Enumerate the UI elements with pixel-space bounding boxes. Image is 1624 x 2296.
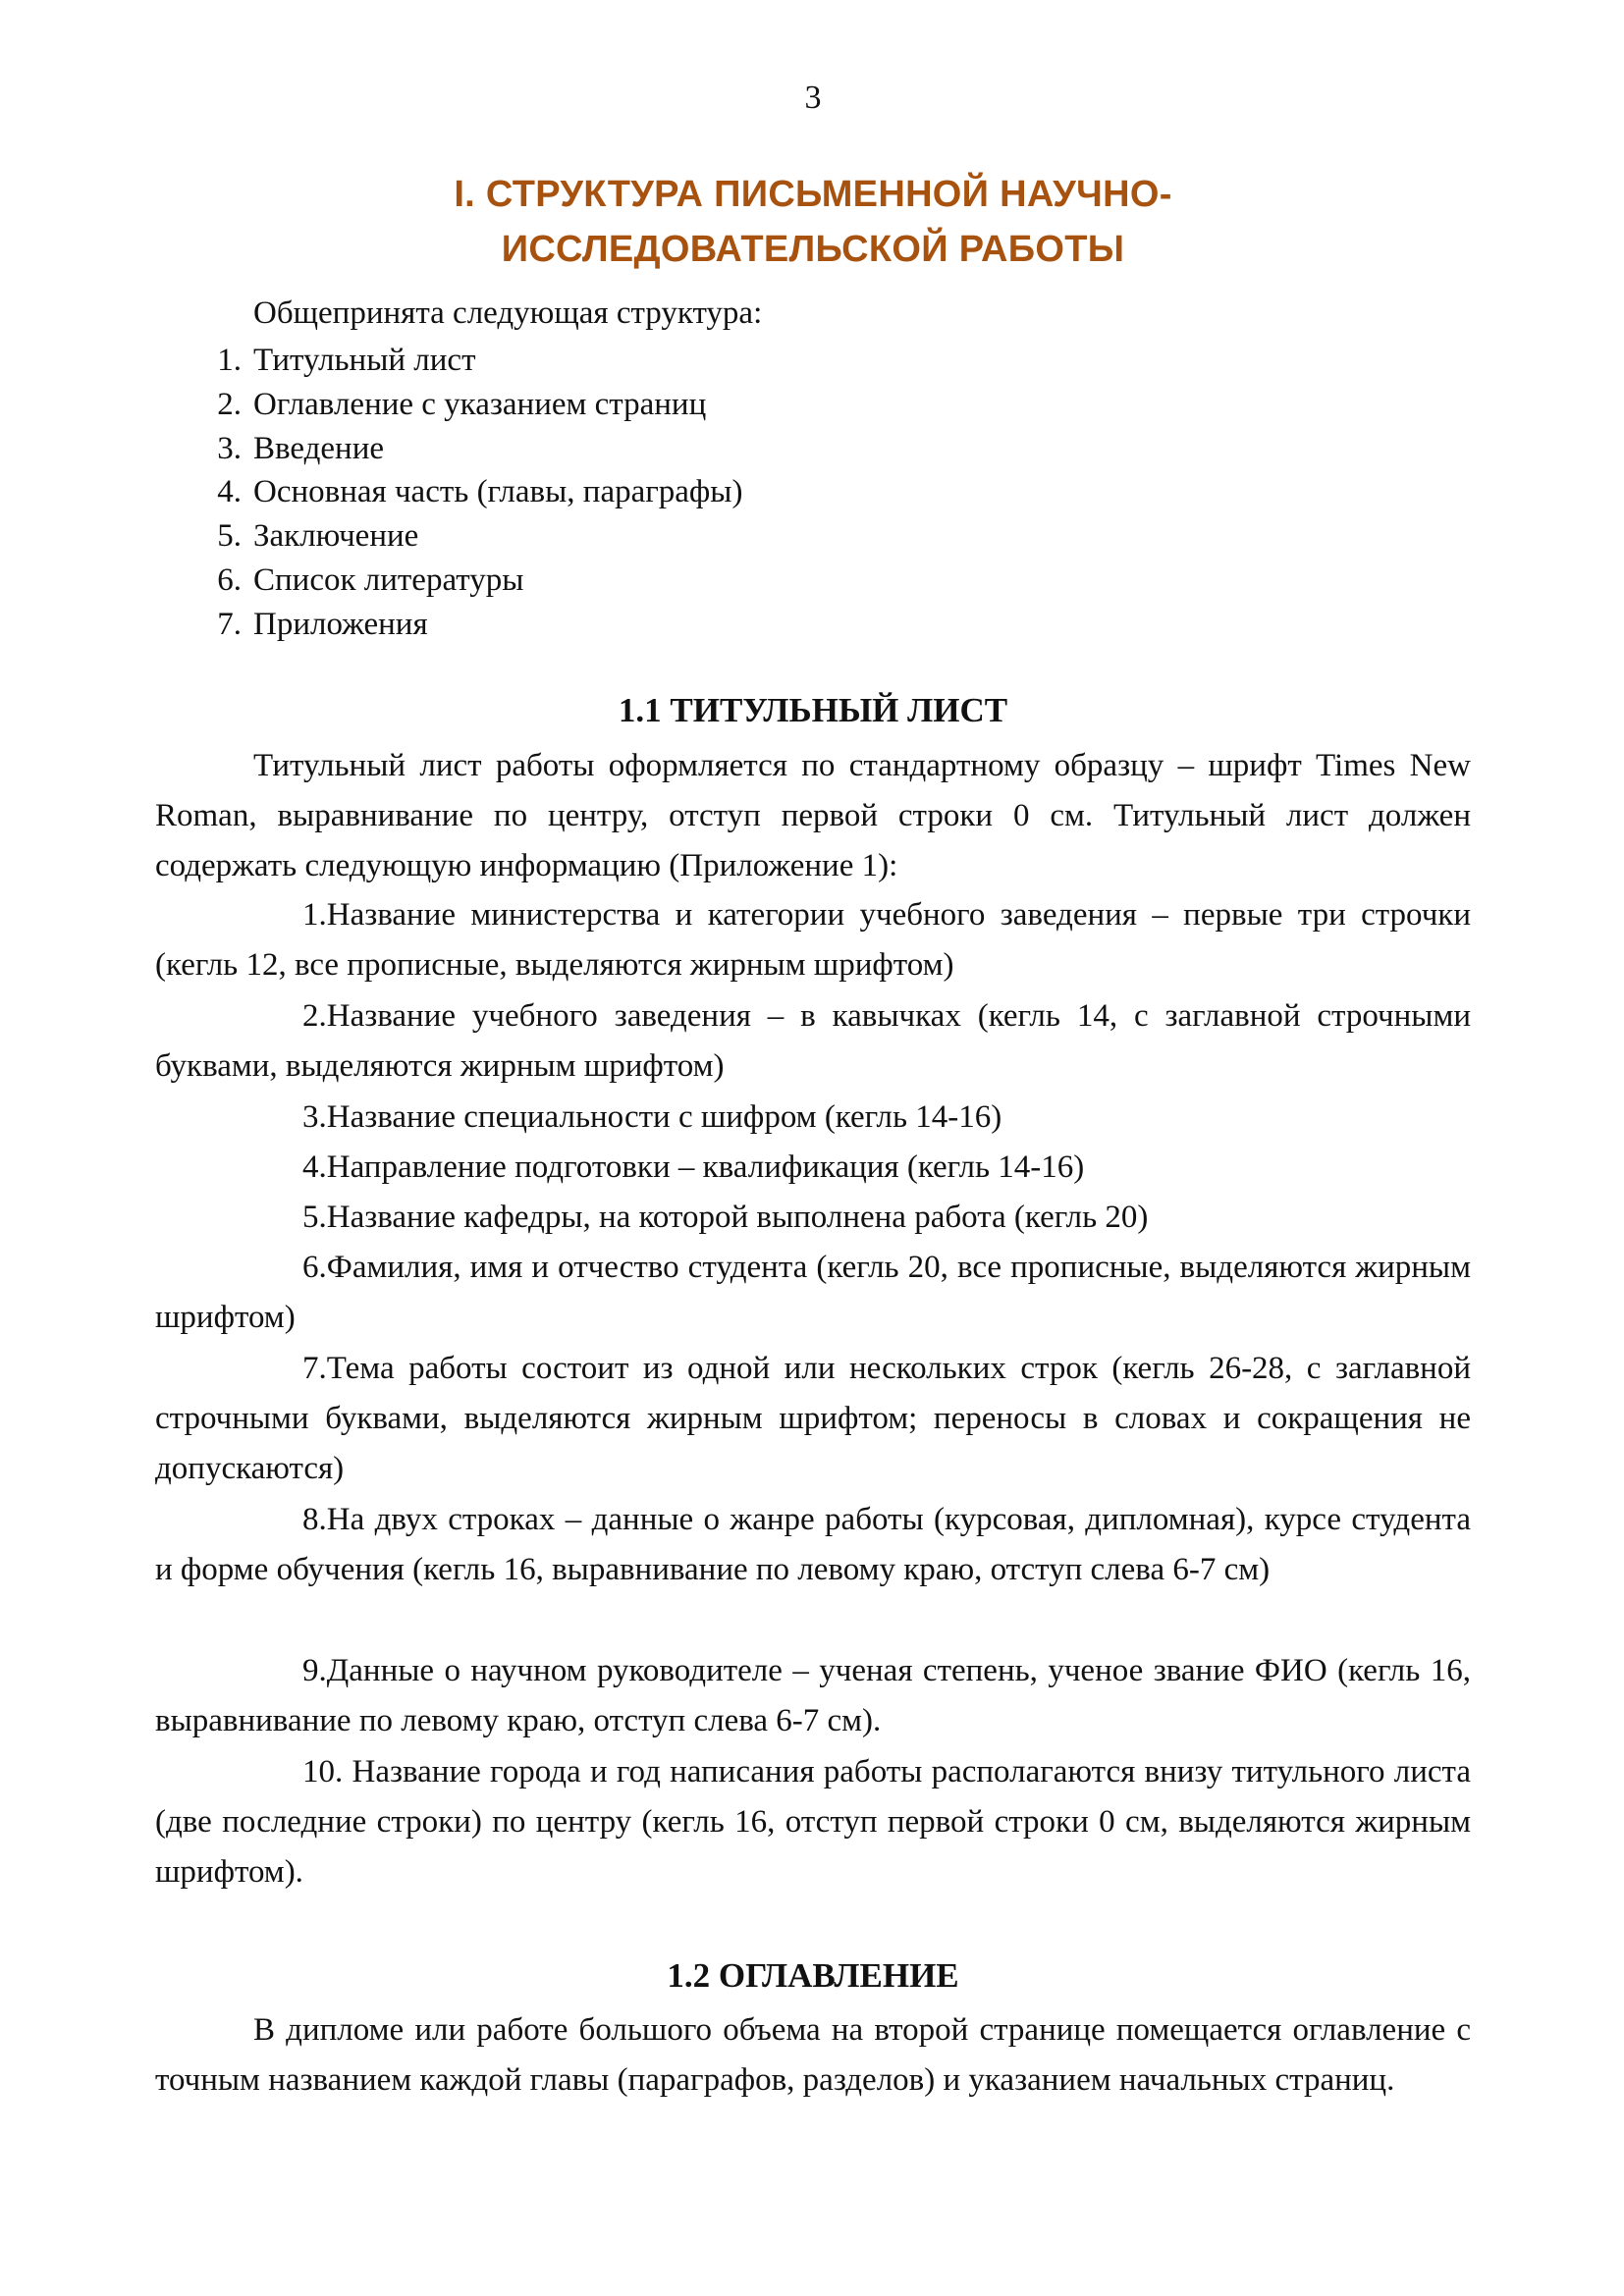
title-page-item: 7.Тема работы состоит из одной или нескольких строк (кегль 26-28, с заглавной строчными буквами, выделяются жирным шрифтом; переносы в словах и сокращения не допускаются) bbox=[155, 1351, 1471, 1486]
title-page-item: 4.Направление подготовки – квалификация (кегль 14-16) bbox=[302, 1149, 1085, 1185]
list-item-number: 3. bbox=[217, 430, 242, 466]
list-item-number: 2. bbox=[217, 386, 242, 422]
title-page-item: 10. Название города и год написания работы располагаются внизу титульного листа (две последние строки) по центру (кегль 16, отступ первой строки 0 см, выделяются жирным шрифтом). bbox=[155, 1754, 1471, 1890]
section-heading-title-page: 1.1 ТИТУЛЬНЫЙ ЛИСТ bbox=[618, 691, 1008, 729]
list-item-text: Список литературы bbox=[253, 561, 524, 598]
structure-list bbox=[155, 339, 1471, 647]
list-item-number: 4. bbox=[217, 474, 242, 510]
list-item-number: 1. bbox=[217, 343, 242, 378]
chapter-title-line-2: ИССЛЕДОВАТЕЛЬСКОЙ РАБОТЫ bbox=[501, 229, 1125, 270]
page-number: 3 bbox=[804, 80, 822, 116]
list-item-text: Введение bbox=[253, 430, 385, 466]
chapter-title-line-1: I. СТРУКТУРА ПИСЬМЕННОЙ НАУЧНО- bbox=[454, 174, 1172, 215]
structure-intro: Общепринята следующая структура: bbox=[253, 295, 763, 331]
list-item-number: 5. bbox=[217, 518, 242, 555]
list-item bbox=[155, 470, 1471, 514]
chapter-title bbox=[155, 167, 1471, 277]
list-item-text: Приложения bbox=[253, 606, 428, 642]
list-item bbox=[155, 559, 1471, 603]
list-item-text: Основная часть (главы, параграфы) bbox=[253, 474, 743, 510]
contents-paragraph: В дипломе или работе большого объема на второй странице помещается оглавление с точным названием каждой главы (параграфов, разделов) и указанием начальных страниц. bbox=[155, 2012, 1471, 2098]
title-page-paragraph: Титульный лист работы оформляется по стандартному образцу – шрифт Times New Roman, выравнивание по центру, отступ первой строки 0 см. Титульный лист должен содержать следующую информацию (Приложение 1): bbox=[155, 748, 1471, 883]
title-page-item: 9.Данные о научном руководителе – ученая степень, ученое звание ФИО (кегль 16, выравнивание по левому краю, отступ слева 6-7 см). bbox=[155, 1653, 1471, 1738]
list-item bbox=[155, 383, 1471, 427]
list-item bbox=[155, 339, 1471, 383]
title-page-item: 3.Название специальности с шифром (кегль 14-16) bbox=[302, 1099, 1002, 1135]
list-item-text: Оглавление с указанием страниц bbox=[253, 386, 707, 422]
title-page-item: 5.Название кафедры, на которой выполнена работа (кегль 20) bbox=[302, 1200, 1149, 1235]
title-page-item: 2.Название учебного заведения – в кавычках (кегль 14, с заглавной строчными буквами, выделяются жирным шрифтом) bbox=[155, 998, 1471, 1084]
list-item bbox=[155, 603, 1471, 647]
title-page-item: 8.На двух строках – данные о жанре работы (курсовая, дипломная), курсе студента и форме обучения (кегль 16, выравнивание по левому краю, отступ слева 6-7 см) bbox=[155, 1502, 1471, 1587]
list-item bbox=[155, 427, 1471, 471]
list-item-text: Титульный лист bbox=[253, 343, 476, 378]
list-item bbox=[155, 514, 1471, 559]
list-item-text: Заключение bbox=[253, 518, 419, 555]
section-heading-contents: 1.2 ОГЛАВЛЕНИЕ bbox=[667, 1956, 959, 1995]
list-item-number: 6. bbox=[217, 561, 242, 598]
title-page-item: 1.Название министерства и категории учебного заведения – первые три строчки (кегль 12, все прописные, выделяются жирным шрифтом) bbox=[155, 897, 1471, 983]
title-page-item: 6.Фамилия, имя и отчество студента (кегль 20, все прописные, выделяются жирным шрифтом) bbox=[155, 1250, 1471, 1335]
list-item-number: 7. bbox=[217, 606, 242, 642]
